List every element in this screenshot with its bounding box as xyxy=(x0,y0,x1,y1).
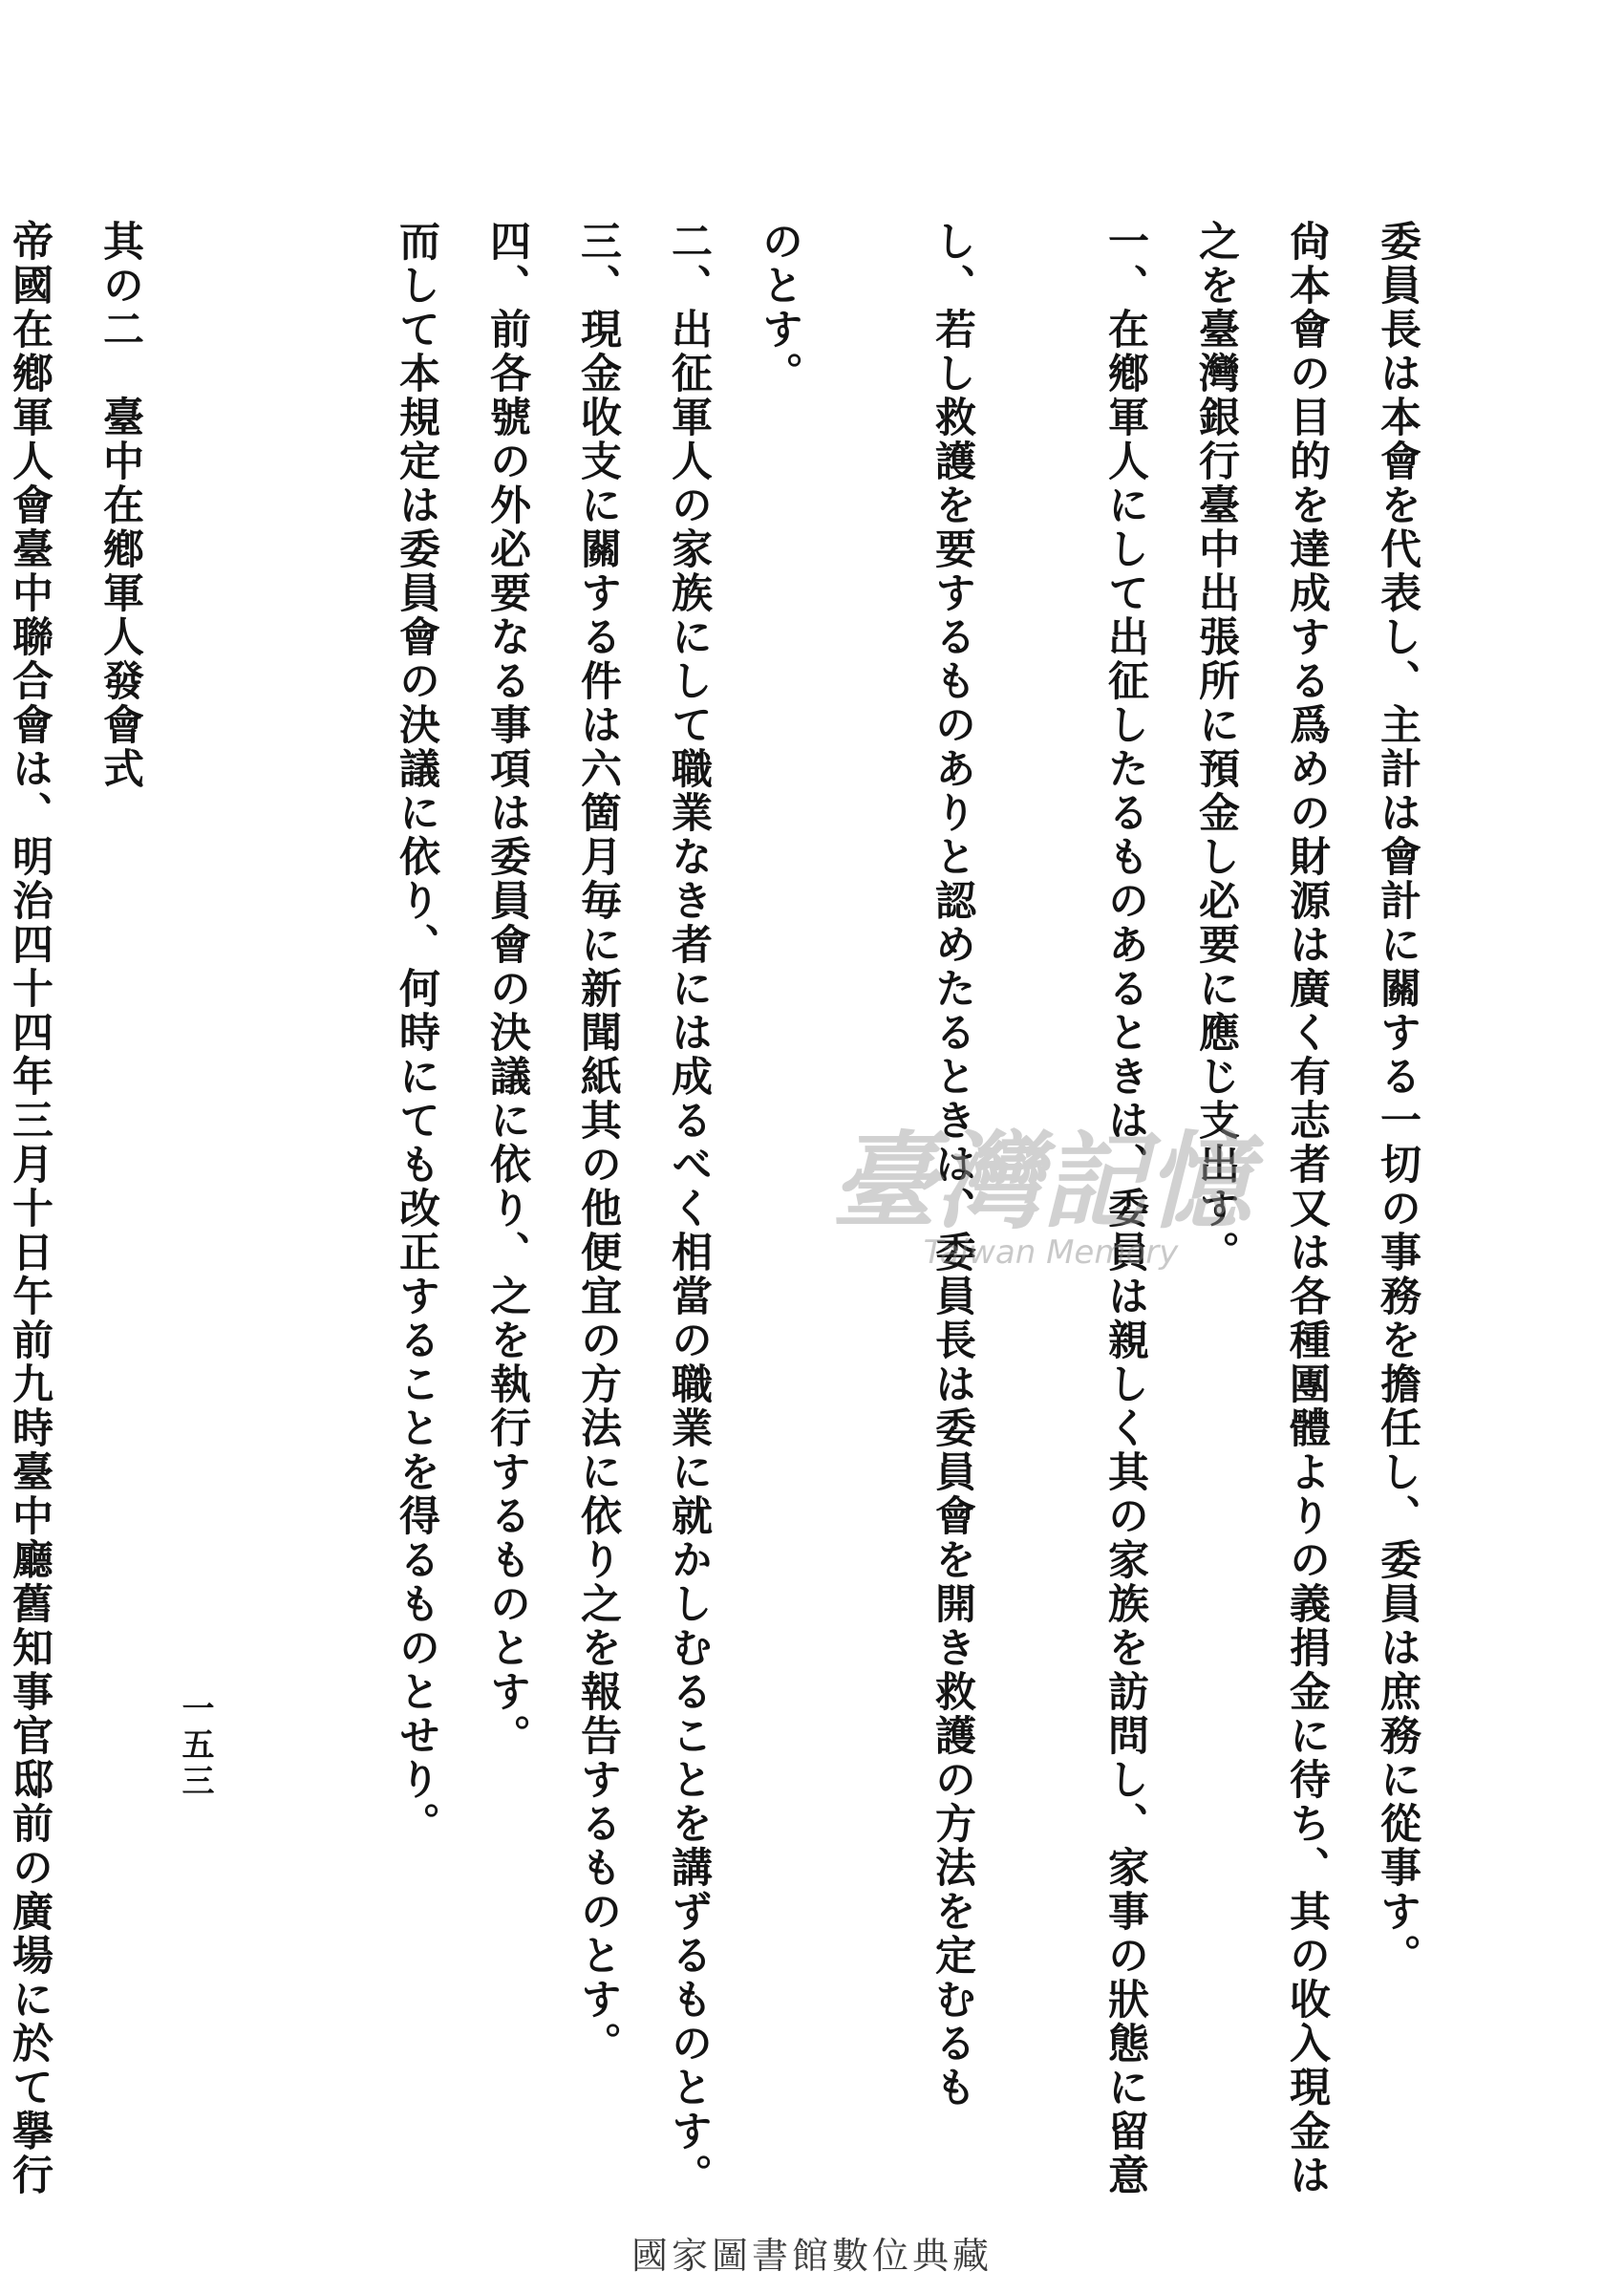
archive-footer: 國家圖書館數位典藏 xyxy=(630,2235,993,2277)
svg-text:臺灣記憶: 臺灣記憶 xyxy=(831,1120,1251,1243)
list-item-1-end: のとす。 xyxy=(756,220,803,396)
list-item-4: 四、前各號の外必要なる事項は委員會の決議に依り、之を執行するものとす。 xyxy=(483,220,531,1758)
page-number: 一五三 xyxy=(176,1691,214,1800)
vertical-text-body xyxy=(0,220,1442,2197)
text-line-3: 之を臺灣銀行臺中出張所に預金し必要に應じ支出す。 xyxy=(1192,220,1240,1275)
list-item-2: 二、出征軍人の家族にして職業なき者には成るべく相當の職業に就かしむることを講ずるものとす。 xyxy=(665,220,713,2197)
text-line-2: 尙本會の目的を達成する爲めの財源は廣く有志者又は各種團體よりの義捐金に待ち、其の收入現金は xyxy=(1283,220,1331,2197)
text-line-closing: 而して本規定は委員會の決議に依り、何時にても改正することを得るものとせり。 xyxy=(393,220,440,1846)
text-line-1: 委員長は本會を代表し、主計は會計に關する一切の事務を擔任し、委員は庶務に從事す。 xyxy=(1374,220,1421,1978)
svg-text:Taiwan Memory: Taiwan Memory xyxy=(923,1233,1179,1272)
list-item-1: 一、在鄕軍人にして出征したるものあるときは、委員は親しく其の家族を訪問し、家事の狀態に留意 xyxy=(1101,220,1149,2197)
list-item-1-cont: し、若し救護を要するものありと認めたるときは、委員長は委員會を開き救護の方法を定むるも xyxy=(929,220,976,2110)
section-heading: 其の二 臺中在鄕軍人發會式 xyxy=(96,220,144,791)
list-item-3: 三、現金收支に關する件は六箇月毎に新聞紙其の他便宜の方法に依り之を報告するものとす。 xyxy=(574,220,622,2066)
text-line-ceremony-1: 帝國在鄕軍人會臺中聯合會は、明治四十四年三月十日午前九時臺中廳舊知事官邸前の廣場に於て擧行 xyxy=(6,220,53,2197)
